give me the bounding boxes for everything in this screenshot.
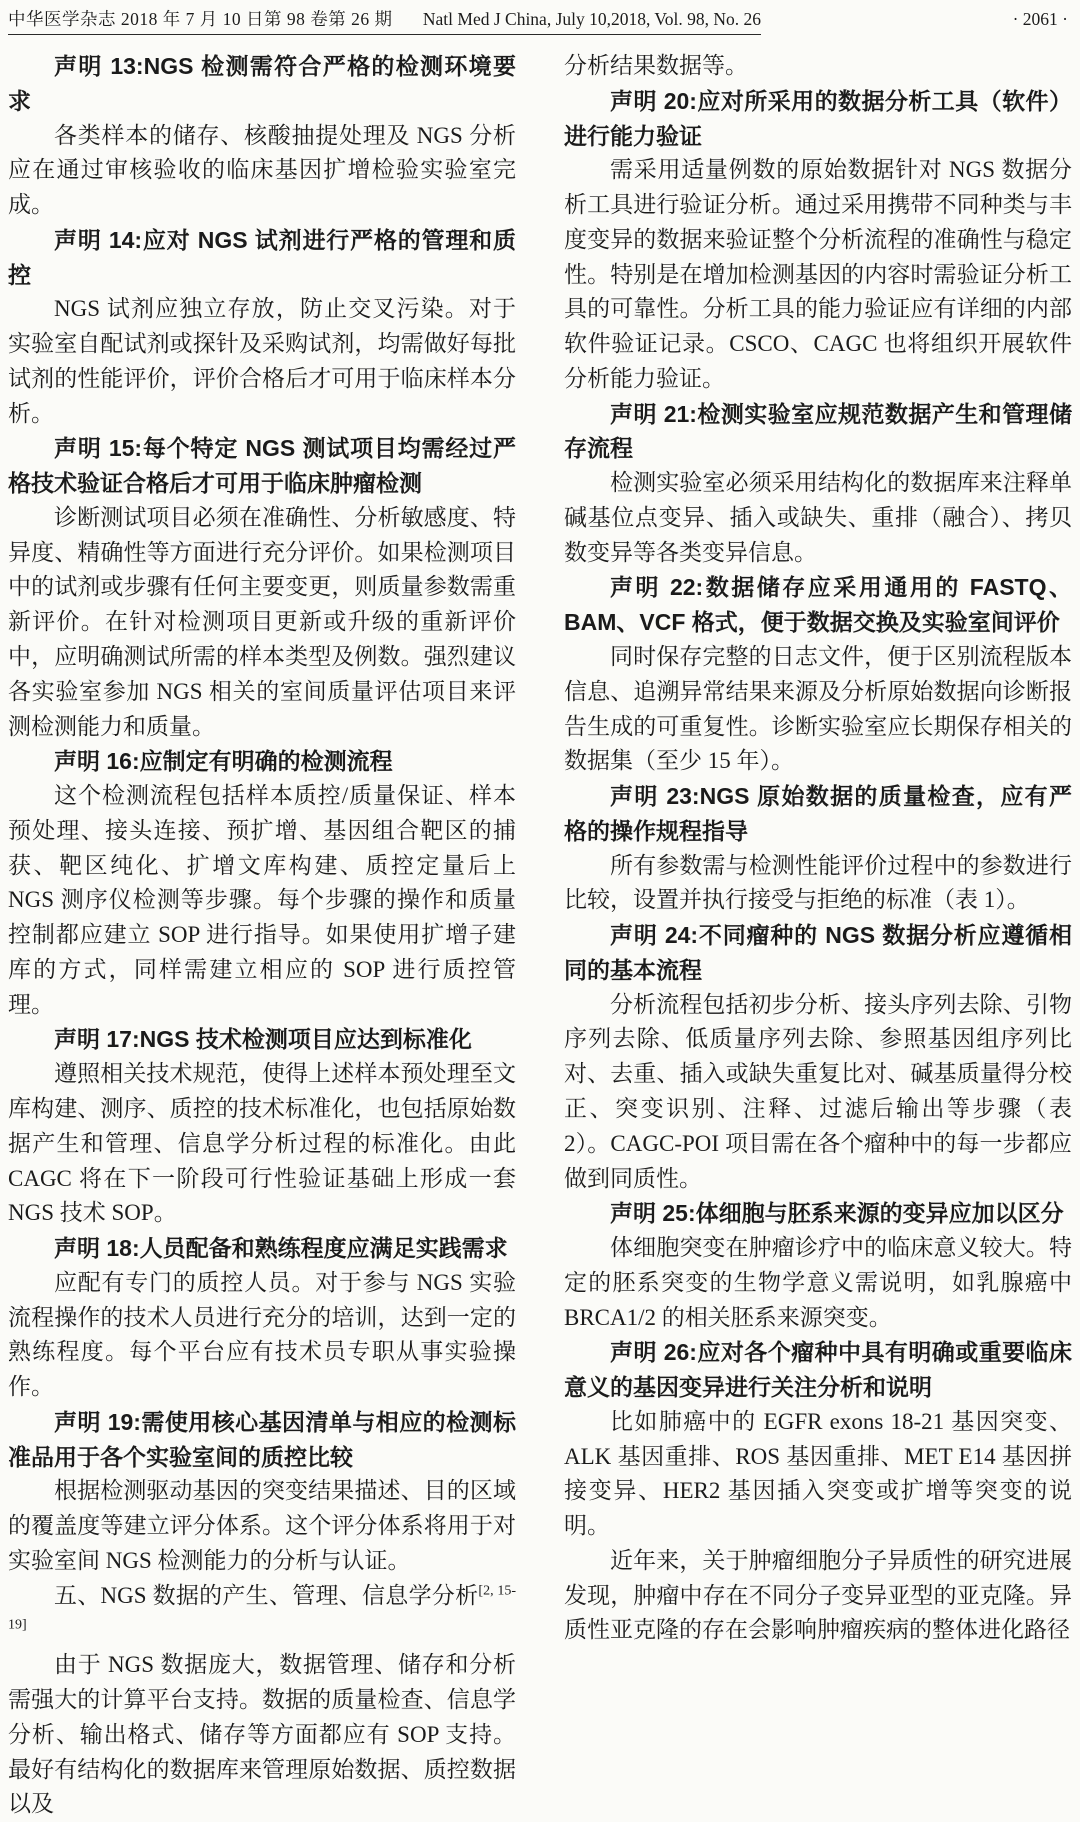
statement-heading-text: 声明 19:需使用核心基因清单与相应的检测标准品用于各个实验室间的质控比较: [8, 1408, 516, 1470]
statement-heading: [564, 779, 1072, 849]
statement-heading-text: 声明 24:不同瘤种的 NGS 数据分析应遵循相同的基本流程: [564, 922, 1072, 983]
statement-heading: [564, 84, 1072, 154]
journal-title-cn: 中华医学杂志 2018 年 7 月 10 日第 98 卷第 26 期: [8, 9, 393, 29]
statement-heading-text: 声明 23:NGS 原始数据的质量检查，应有严格的操作规程指导: [564, 783, 1072, 844]
statement-heading-text: 声明 25:体细胞与胚系来源的变异应加以区分: [610, 1200, 1064, 1227]
statement-heading-text: 声明 22:数据储存应采用通用的 FASTQ、BAM、VCF 格式，便于数据交换及实验室间评价: [564, 574, 1072, 636]
statement-heading-text: 声明 17:NGS 技术检测项目应达到标准化: [54, 1026, 472, 1053]
paragraph-text: 体细胞突变在肿瘤诊疗中的临床意义较大。特定的胚系突变的生物学意义需说明，如乳腺癌中 BRCA1/2 的相关胚系来源突变。: [564, 1235, 1072, 1330]
statement-heading: [564, 918, 1072, 988]
paragraph: [564, 1231, 1072, 1335]
paragraph: [564, 640, 1072, 779]
paragraph-text: 根据检测驱动基因的突变结果描述、目的区域的覆盖度等建立评分体系。这个评分体系将用于对实验室间 NGS 检测能力的分析与认证。: [8, 1478, 516, 1573]
paragraph-text: 检测实验室必须采用结构化的数据库来注释单碱基位点变异、插入或缺失、重排（融合）、拷贝数变异等各类变异信息。: [564, 470, 1072, 565]
journal-title-en: Natl Med J China, July 10,2018, Vol. 98, No. 26: [422, 9, 762, 29]
statement-heading: [564, 397, 1072, 467]
paragraph-continuation-text: 分析结果数据等。: [564, 53, 748, 78]
paragraph-text: 遵照相关技术规范，使得上述样本预处理至文库构建、测序、质控的技术标准化，也包括原始数据产生和管理、信息学分析过程的标准化。由此 CAGC 将在下一阶段可行性验证基础上形成一套 NGS 技术 SOP。: [8, 1061, 516, 1226]
paragraph-text: 诊断测试项目必须在准确性、分析敏感度、特异度、精确性等方面进行充分评价。如果检测项目中的试剂或步骤有任何主要变更，则质量参数需重新评价。在针对检测项目更新或升级的重新评价中，应明确测试所需的样本类型及例数。强烈建议各实验室参加 NGS 相关的室间质量评估项目来评测检测能力和质量。: [8, 504, 516, 739]
paragraph: [564, 153, 1072, 396]
statement-heading-text: 声明 18:人员配备和熟练程度应满足实践需求: [54, 1235, 508, 1262]
paragraph: [8, 1648, 516, 1822]
statement-heading-text: 声明 16:应制定有明确的检测流程: [54, 748, 393, 775]
paragraph-text: NGS 试剂应独立存放，防止交叉污染。对于实验室自配试剂或探针及采购试剂，均需做好每批试剂的性能评价，评价合格后才可用于临床样本分析。: [8, 296, 516, 426]
paragraph-text: 这个检测流程包括样本质控/质量保证、样本预处理、接头连接、预扩增、基因组合靶区的捕获、靶区纯化、扩增文库构建、质控定量后上 NGS 测序仪检测等步骤。每个步骤的操作和质量控制都应建立 SOP 进行指导。如果使用扩增子建库的方式，同样需建立相应的 SOP 进行质控管理。: [8, 783, 516, 1017]
paragraph-text: 所有参数需与检测性能评价过程中的参数进行比较，设置并执行接受与拒绝的标准（表 1）。: [564, 852, 1072, 913]
paragraph-text: 近年来，关于肿瘤细胞分子异质性的研究进展发现，肿瘤中存在不同分子变异亚型的亚克隆。异质性亚克隆的存在会影响肿瘤疾病的整体进化路径: [564, 1547, 1072, 1643]
paragraph: [8, 1266, 516, 1405]
statement-heading-text: 声明 13:NGS 检测需符合严格的检测环境要求: [8, 53, 516, 114]
paragraph-text: 各类样本的储存、核酸抽提处理及 NGS 分析应在通过审核验收的临床基因扩增检验实验室完成。: [8, 122, 516, 218]
statement-heading: [564, 1335, 1072, 1405]
statement-heading-text: 声明 26:应对各个瘤种中具有明确或重要临床意义的基因变异进行关注分析和说明: [564, 1339, 1072, 1401]
statement-heading: [564, 570, 1072, 640]
statement-heading-text: 声明 20:应对所采用的数据分析工具（软件）进行能力验证: [564, 87, 1072, 149]
journal-info: [8, 8, 761, 35]
paragraph: [8, 119, 516, 223]
paragraph: [564, 1544, 1072, 1648]
statement-heading: [8, 1022, 516, 1057]
reference-superscript: [2, 15-19]: [8, 1583, 517, 1633]
two-column-body: [8, 49, 1072, 1822]
paragraph: [8, 779, 516, 1022]
paragraph: [564, 1405, 1072, 1544]
page-number: · 2061 ·: [1012, 9, 1068, 29]
page-header: [8, 8, 1072, 35]
paragraph-text: 由于 NGS 数据庞大，数据管理、储存和分析需强大的计算平台支持。数据的质量检查、信息学分析、输出格式、储存等方面都应有 SOP 支持。最好有结构化的数据库来管理原始数据、质控数据以及: [8, 1652, 516, 1817]
paragraph: [8, 292, 516, 431]
paragraph-text: 分析流程包括初步分析、接头序列去除、引物序列去除、低质量序列去除、参照基因组序列比对、去重、插入或缺失重复比对、碱基质量得分校正、突变识别、注释、过滤后输出等步骤（表 2）。CAGC-POI 项目需在各个瘤种中的每一步都应做到同质性。: [564, 991, 1072, 1191]
right-column: [564, 49, 1072, 1822]
paragraph-text: 应配有专门的质控人员。对于参与 NGS 实验流程操作的技术人员进行充分的培训，达到一定的熟练程度。每个平台应有技术员专职从事实验操作。: [8, 1269, 516, 1400]
paragraph: [564, 988, 1072, 1197]
statement-heading: [8, 431, 516, 501]
statement-heading: [8, 744, 516, 779]
paragraph-text: 同时保存完整的日志文件，便于区别流程版本信息、追溯异常结果来源及分析原始数据向诊断报告生成的可重复性。诊断实验室应长期保存相关的数据集（至少 15 年）。: [564, 644, 1072, 774]
statement-heading-text: 声明 15:每个特定 NGS 测试项目均需经过严格技术验证合格后才可用于临床肿瘤检测: [8, 435, 516, 497]
paragraph: [8, 1057, 516, 1231]
statement-heading: [8, 223, 516, 293]
statement-heading-text: 声明 21:检测实验室应规范数据产生和管理储存流程: [564, 400, 1072, 462]
statement-heading: [8, 1405, 516, 1475]
statement-heading-text: 声明 14:应对 NGS 试剂进行严格的管理和质控: [8, 226, 516, 288]
section-heading-text: 五、NGS 数据的产生、管理、信息学分析: [54, 1582, 479, 1608]
paragraph-continuation: [564, 49, 1072, 84]
statement-heading: [8, 1231, 516, 1266]
left-column: [8, 49, 516, 1822]
statement-heading: [564, 1196, 1072, 1231]
paragraph: [8, 1474, 516, 1578]
paragraph-text: 需采用适量例数的原始数据针对 NGS 数据分析工具进行验证分析。通过采用携带不同种类与丰度变异的数据来验证整个分析流程的准确性与稳定性。特别是在增加检测基因的内容时需验证分析工具的可靠性。分析工具的能力验证应有详细的内部软件验证记录。CSCO、CAGC 也将组织开展软件分析能力验证。: [564, 157, 1072, 391]
statement-heading: [8, 49, 516, 119]
paragraph: [564, 849, 1072, 919]
paragraph: [564, 466, 1072, 570]
section-heading: [8, 1579, 516, 1649]
paragraph: [8, 501, 516, 744]
paragraph-text: 比如肺癌中的 EGFR exons 18-21 基因突变、ALK 基因重排、ROS 基因重排、MET E14 基因拼接变异、HER2 基因插入突变或扩增等突变的说明。: [564, 1408, 1072, 1539]
